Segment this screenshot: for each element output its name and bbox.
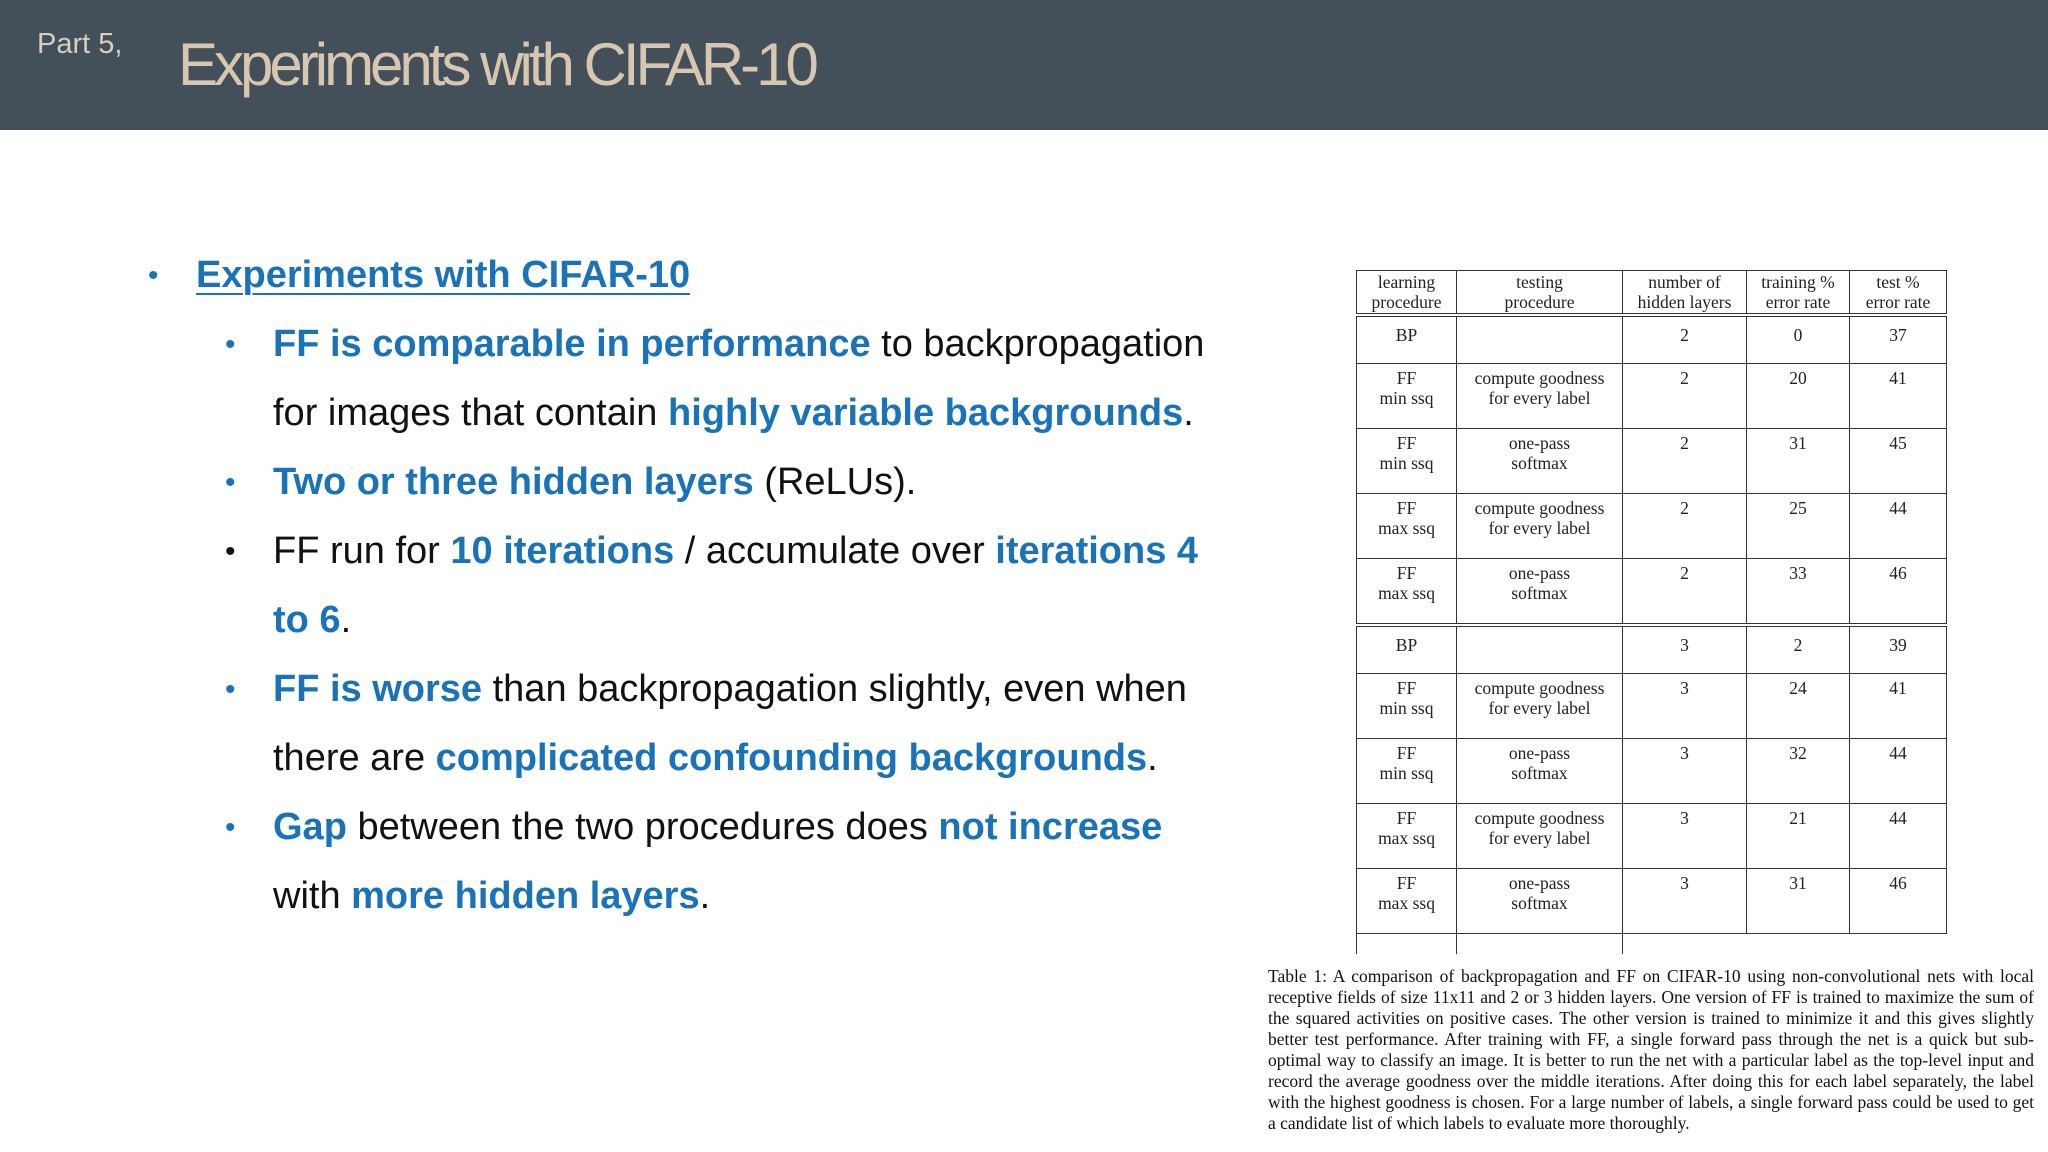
table-row: FF min ssq one-pass softmax 2 31 45	[1357, 429, 1947, 494]
table-row: FF max ssq compute goodness for every label 2 25 44	[1357, 494, 1947, 559]
header-training-error: training % error rate	[1747, 271, 1850, 316]
bullet-hidden-layers: Two or three hidden layers (ReLUs).	[273, 461, 917, 503]
bullet-dot: •	[225, 673, 236, 706]
table-header-row	[1357, 271, 1947, 316]
bullet-ff-worse: FF is worse than backpropagation slightly, even when	[273, 668, 1187, 710]
bullet-iterations-cont: to 6.	[273, 599, 352, 641]
bullet-dot: •	[225, 535, 236, 568]
bullet-dot: •	[225, 811, 236, 844]
bullet-ff-comparable: FF is comparable in performance to backpropagation	[273, 323, 1205, 365]
table-row: FF min ssq one-pass softmax 3 32 44	[1357, 739, 1947, 804]
table-row: FF max ssq one-pass softmax 2 33 46	[1357, 559, 1947, 626]
header-test-error: test % error rate	[1850, 271, 1947, 316]
bullet-dot: •	[148, 259, 159, 292]
table-row: BP 2 0 37	[1357, 315, 1947, 364]
header-hidden-layers: number of hidden layers	[1623, 271, 1747, 316]
header-learning-procedure: learning procedure	[1357, 271, 1457, 316]
slide-header	[0, 0, 2048, 130]
bullet-main-heading	[196, 254, 690, 297]
bullet-ff-comparable-cont: for images that contain highly variable backgrounds.	[273, 392, 1194, 434]
bullet-dot: •	[225, 328, 236, 361]
table-tail-row	[1357, 934, 1947, 955]
part-label: Part 5,	[37, 28, 123, 60]
table-row: BP 3 2 39	[1357, 625, 1947, 674]
bullet-gap-cont: with more hidden layers.	[273, 875, 711, 917]
table-row: FF min ssq compute goodness for every label 2 20 41	[1357, 364, 1947, 429]
bullet-ff-worse-cont: there are complicated confounding backgrounds.	[273, 737, 1158, 779]
heading-link-text: Experiments with CIFAR-10	[196, 254, 691, 296]
table-caption: Table 1: A comparison of backpropagation and FF on CIFAR-10 using non-convolutional nets with local receptive fields of size 11x11 and 2 or 3 hidden layers. One version of FF is trained to maximize the sum of the squared activities on positive cases. The other version is trained to minimize it and this gives slightly better test performance. After training with FF, a single forward pass through the net is a quick but sub-optimal way to classify an image. It is better to run the net with a particular label as the top-level input and record the average goodness over the middle iterations. After doing this for each label separately, the label with the highest goodness is chosen. For a large number of labels, a single forward pass could be used to get a candidate list of which labels to evaluate more thoroughly.	[1268, 966, 2034, 1133]
table-row: FF max ssq compute goodness for every label 3 21 44	[1357, 804, 1947, 869]
results-table	[1356, 270, 1947, 954]
slide-title: Experiments with CIFAR-10	[178, 31, 815, 98]
bullet-iterations: FF run for 10 iterations / accumulate over iterations 4	[273, 530, 1199, 572]
table-row: FF min ssq compute goodness for every label 3 24 41	[1357, 674, 1947, 739]
header-testing-procedure: testing procedure	[1457, 271, 1623, 316]
table-row: FF max ssq one-pass softmax 3 31 46	[1357, 869, 1947, 934]
bullet-gap: Gap between the two procedures does not increase	[273, 806, 1163, 848]
bullet-dot: •	[225, 466, 236, 499]
